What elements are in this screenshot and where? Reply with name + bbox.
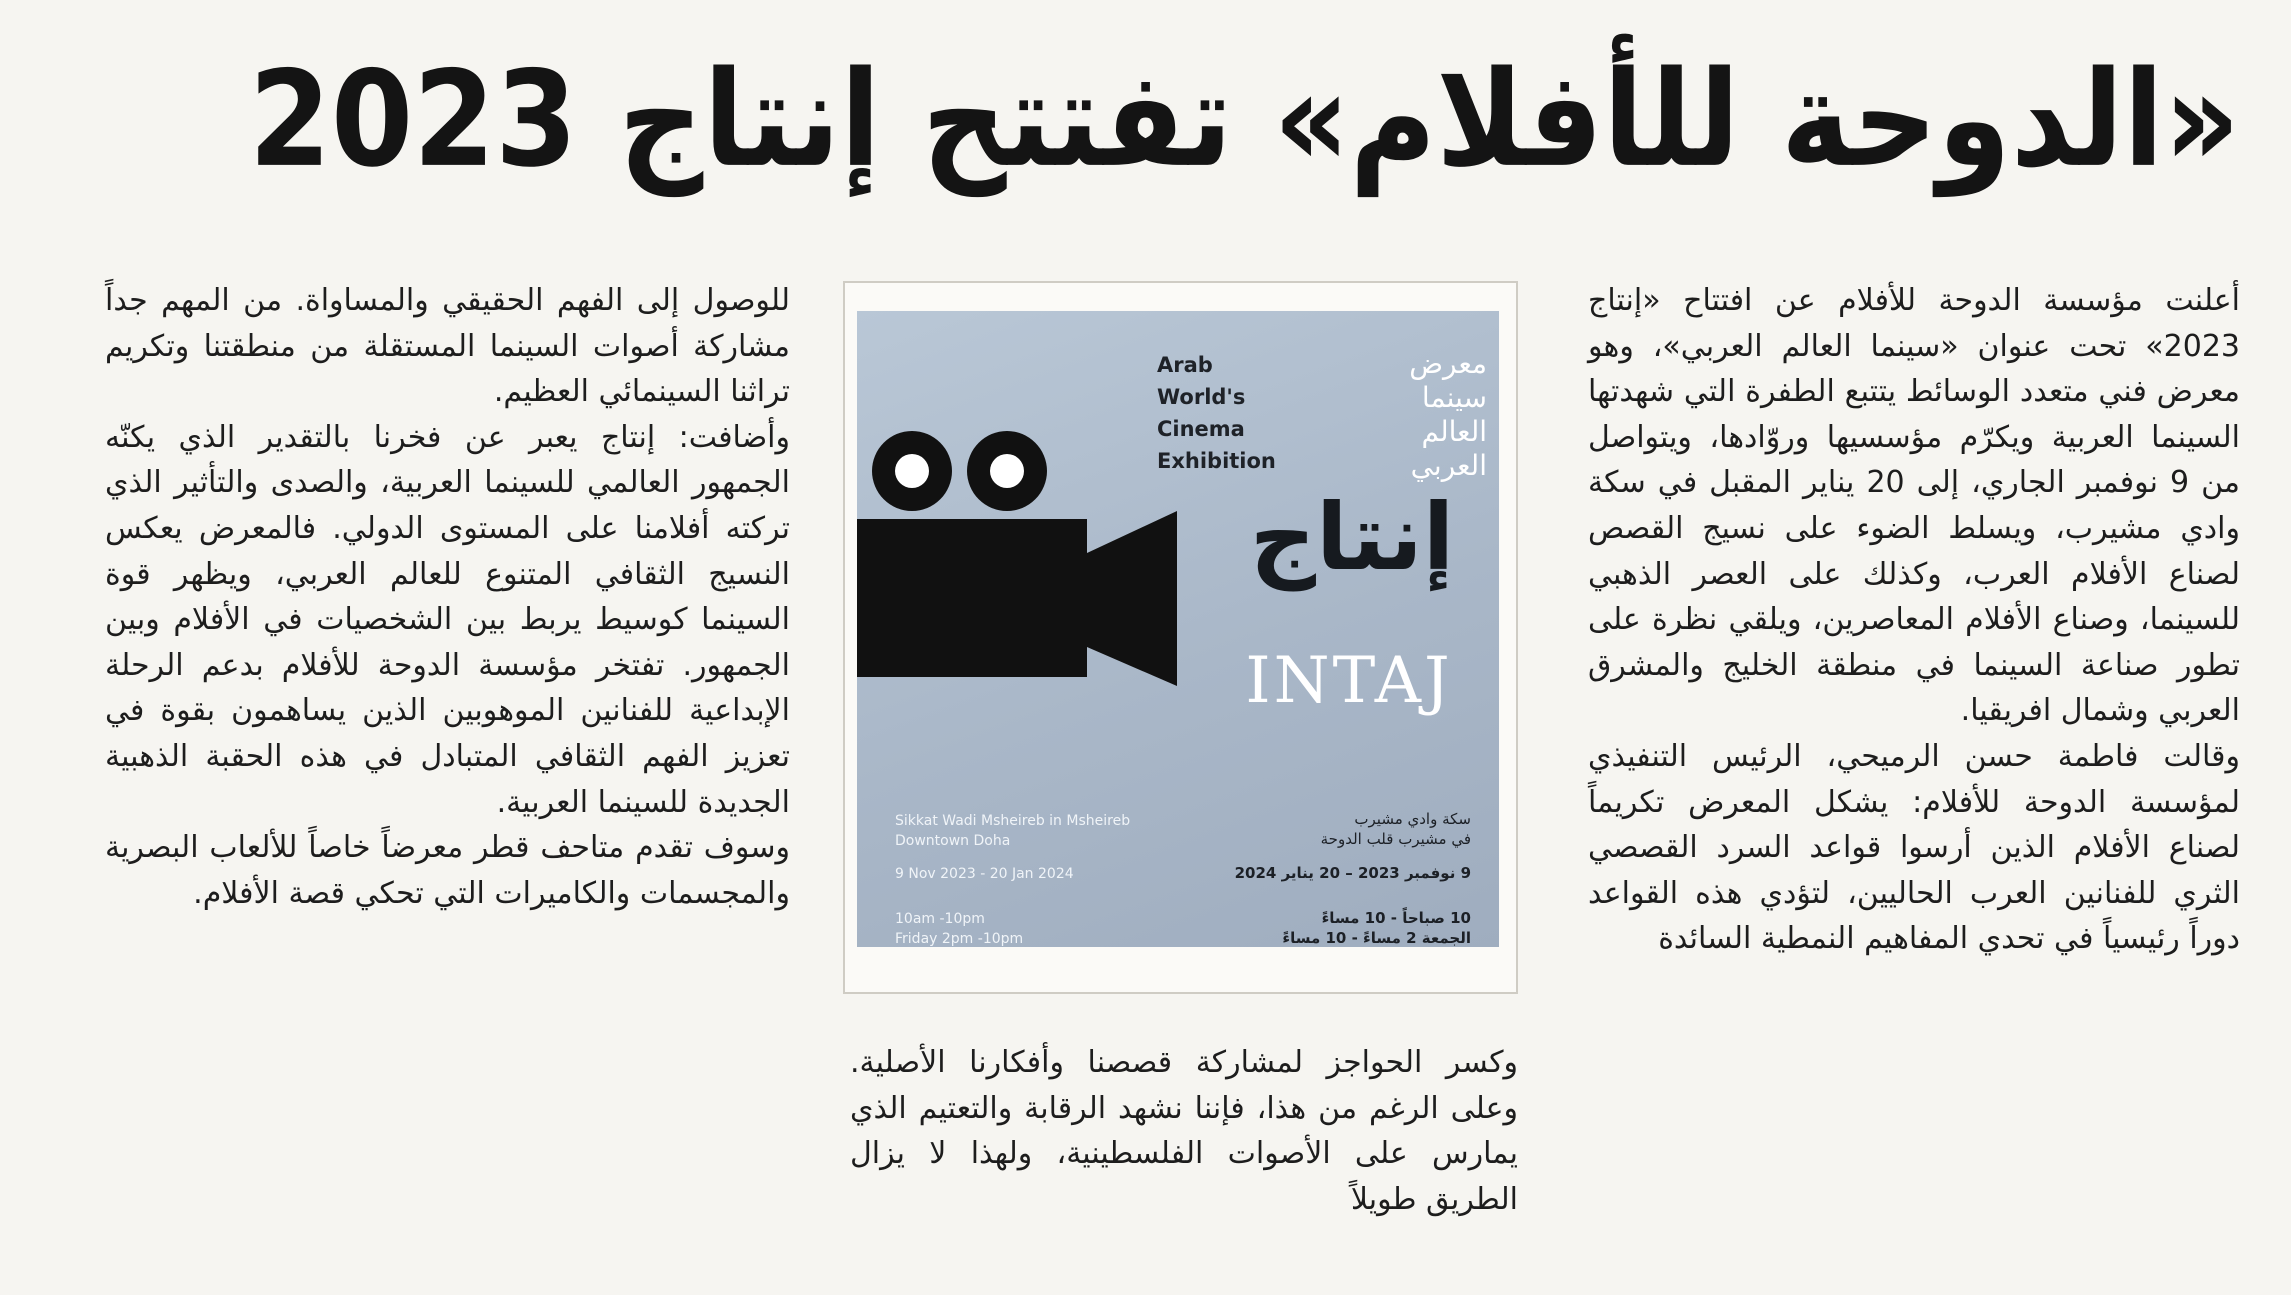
poster-hours-ar-line: الجمعة 2 مساءً - 10 مساءً [1282,929,1471,947]
poster-hours-ar [1282,908,1471,947]
poster-title-en-line: Arab [1157,353,1213,377]
poster-location-en [895,811,1130,851]
poster-title-en-line: Cinema [1157,417,1245,441]
poster-location-ar-line: سكة وادي مشيرب [1354,810,1471,828]
exhibition-poster [857,311,1499,947]
paragraph-qatar-museums: وسوف تقدم متاحف قطر معرضاً خاصاً للألعاب البصرية والمجسمات والكاميرات التي تحكي قصة الأفلام. [105,830,790,911]
poster-location-en-line: Sikkat Wadi Msheireb in Msheireb [895,813,1131,829]
article-headline: «الدوحة للأفلام» تفتتح إنتاج 2023 [248,41,2240,197]
poster-title-ar-line: العالم [1421,415,1487,448]
article-column-left [105,278,790,916]
poster-title-en-line: Exhibition [1157,449,1276,473]
paragraph-quote: وقالت فاطمة حسن الرميحي، الرئيس التنفيذي لمؤسسة الدوحة للأفلام: يشكل المعرض تكريماً لصناع الأفلام الذين أرسوا قواعد السرد القصصي الثري للفنانين العرب الحاليين، لتؤدي هذه القواعد دوراً رئيسياً في تحدي المفاهيم النمطية السائدة [1588,738,2240,957]
poster-dates-ar: 9 نوفمبر 2023 – 20 يناير 2024 [1234,864,1471,882]
paragraph-middle: وكسر الحواجز لمشاركة قصصنا وأفكارنا الأصلية. وعلى الرغم من هذا، فإننا نشهد الرقابة والتعتيم الذي يمارس على الأصوات الفلسطينية، ولهذا لا يزال الطريق طويلاً [850,1045,1518,1217]
exhibition-poster-photo [843,281,1518,994]
article-column-middle [850,1040,1518,1222]
poster-title-ar-line: العربي [1410,449,1487,482]
poster-title-en-line: World's [1157,385,1246,409]
poster-location-en-line: Downtown Doha [895,833,1011,849]
paragraph-intro: أعلنت مؤسسة الدوحة للأفلام عن افتتاح «إنتاج 2023» تحت عنوان «سينما العالم العربي»، وهو معرض فني متعدد الوسائط يتتبع الطفرة التي شهدتها السينما العربية ويكرّم مؤسسيها وروّادها، ويتواصل من 9 نوفمبر الجاري، إلى 20 يناير المقبل في سكة وادي مشيرب، ويسلط الضوء على نسيج القصص لصناع الأفلام العرب، وكذلك على العصر الذهبي للسينما، وصناع الأفلام المعاصرين، ويلقي نظرة على تطور صناعة السينما في منطقة الخليج والمشرق العربي وشمال افريقيا. [1588,283,2240,729]
poster-logo-en: INTAJ [1245,644,1453,718]
poster-dates-en: 9 Nov 2023 - 20 Jan 2024 [895,866,1074,882]
poster-hours-en [895,909,1023,947]
article-column-right [1588,278,2240,962]
poster-title-en [1157,349,1276,477]
paragraph-added-quote: وأضافت: إنتاج يعبر عن فخرنا بالتقدير الذي يكنّه الجمهور العالمي للسينما العربية، والصدى والتأثير الذي تركته أفلامنا على المستوى الدولي. فالمعرض يعكس النسيج الثقافي المتنوع للعالم العربي، ويظهر قوة السينما كوسيط يربط بين الشخصيات في الأفلام وبين الجمهور. تفتخر مؤسسة الدوحة للأفلام بدعم الرحلة الإبداعية للفنانين الموهوبين الذين يساهمون بقوة في تعزيز الفهم الثقافي المتبادل في هذه الحقبة الذهبية الجديدة للسينما العربية. [105,419,790,820]
poster-logo-ar: إنتاج [1249,484,1455,591]
poster-location-ar [1321,809,1471,849]
paragraph-continuation: للوصول إلى الفهم الحقيقي والمساواة. من المهم جداً مشاركة أصوات السينما المستقلة من منطقتنا وتكريم تراثنا السينمائي العظيم. [105,283,790,410]
poster-hours-ar-line: 10 صباحاً - 10 مساءً [1321,909,1471,927]
poster-hours-en-line: 10am -10pm [895,911,985,927]
poster-hours-en-line: Friday 2pm -10pm [895,931,1024,947]
poster-title-ar-line: معرض [1409,347,1487,380]
poster-location-ar-line: في مشيرب قلب الدوحة [1320,830,1471,848]
poster-title-ar-line: سينما [1421,381,1487,414]
film-camera-icon [857,411,1187,711]
